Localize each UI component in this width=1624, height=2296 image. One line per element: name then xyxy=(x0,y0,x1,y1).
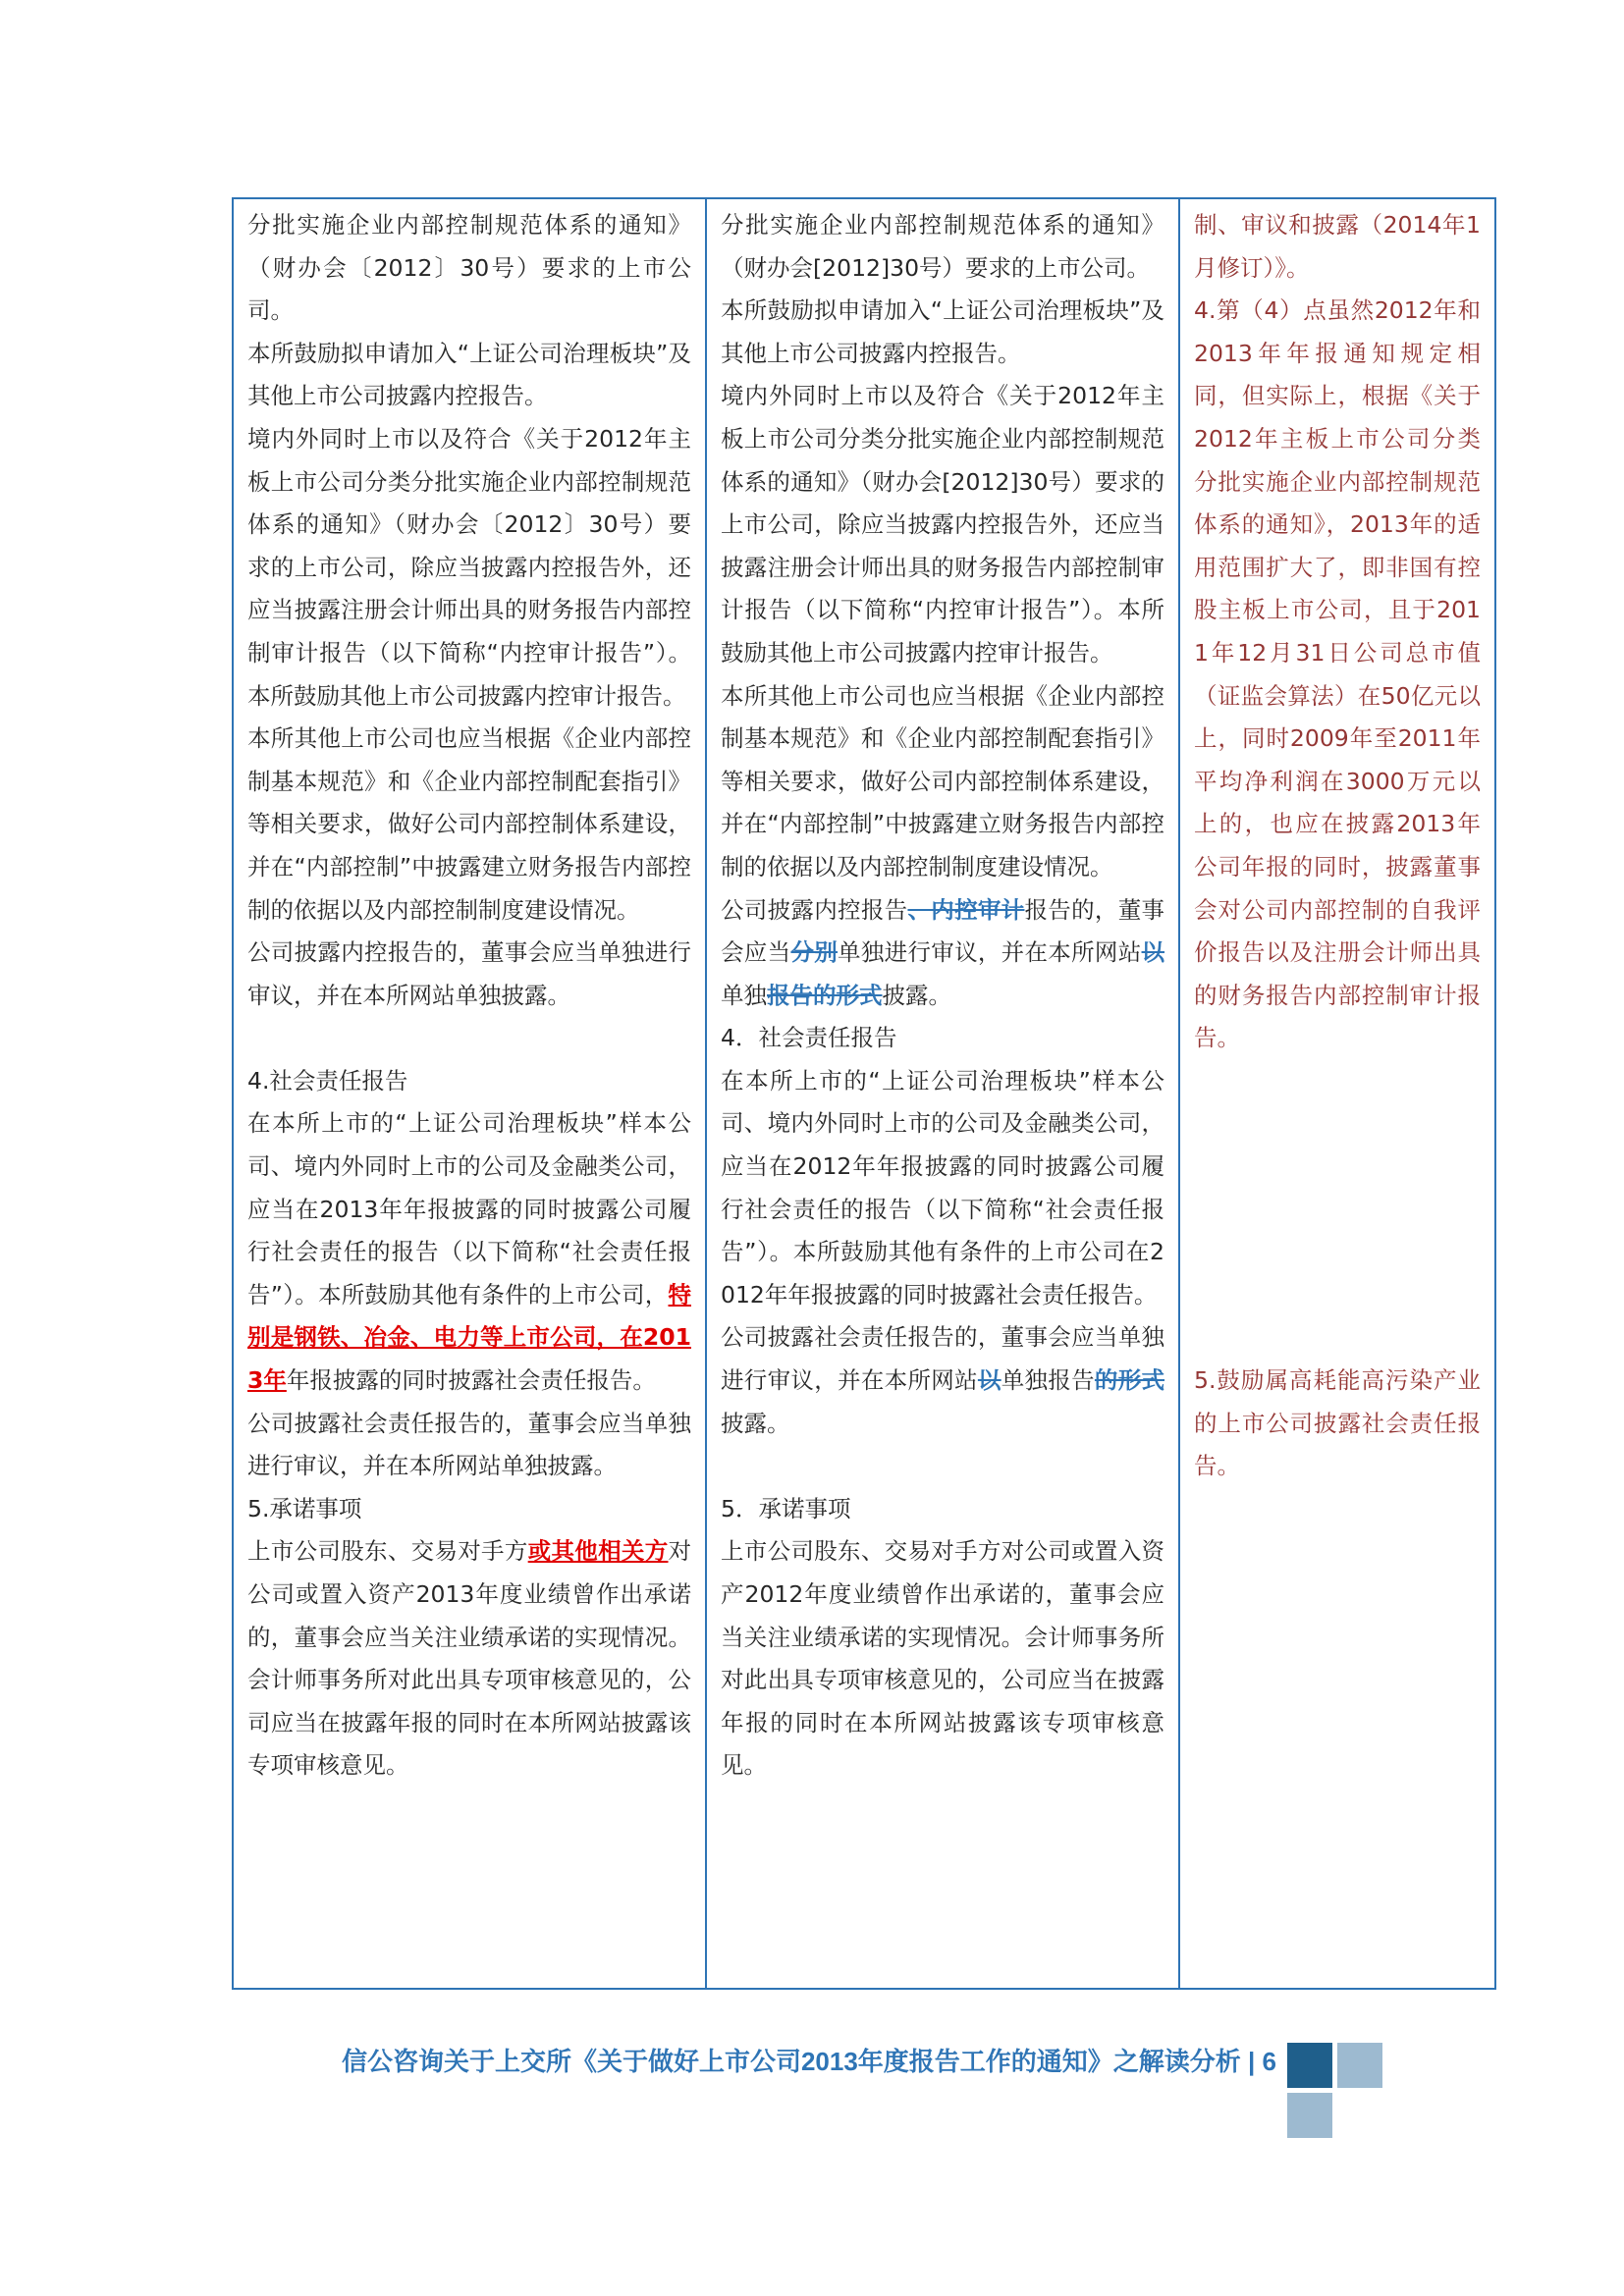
paragraph: 本所其他上市公司也应当根据《企业内部控制基本规范》和《企业内部控制配套指引》等相关要求，做好公司内部控制体系建设，并在“内部控制”中披露建立财务报告内部控制的依据以及内部控制制度建设情况。 xyxy=(721,681,1164,881)
text-run: 公司披露内控报告 xyxy=(721,895,908,924)
spacer xyxy=(1194,1060,1481,1103)
spacer xyxy=(721,1445,1164,1488)
paragraph: 本所鼓励拟申请加入“上证公司治理板块”及其他上市公司披露内控报告。 xyxy=(247,339,691,410)
spacer xyxy=(1194,1189,1481,1232)
deleted-text: 的形式 xyxy=(1094,1366,1165,1395)
section-heading-commitments: 5．承诺事项 xyxy=(721,1494,851,1522)
section-heading-social-responsibility: 4．社会责任报告 xyxy=(721,1024,897,1052)
paragraph xyxy=(247,1102,691,1402)
text-run: 披露。 xyxy=(721,1409,790,1437)
spacer xyxy=(1194,1274,1481,1317)
deleted-text: 、内控审计 xyxy=(907,895,1025,924)
paragraph: 境内外同时上市以及符合《关于2012年主板上市公司分类分批实施企业内部控制规范体系的通知》（财办会[2012]30号）要求的上市公司，除应当披露内控报告外，还应当披露注册会计师出具的财务报告内部控制审计报告（以下简称“内控审计报告”）。本所鼓励其他上市公司披露内控审计报告。 xyxy=(721,382,1164,667)
footer-decoration-square xyxy=(1287,2093,1332,2138)
note: 5.鼓励属高耗能高污染产业的上市公司披露社会责任报告。 xyxy=(1194,1366,1481,1480)
note: 4.第（4）点虽然2012年和2013年年报通知规定相同，但实际上，根据《关于2012年主板上市公司分类分批实施企业内部控制规范体系的通知》，2013年的适用范围扩大了，即非国有控股主板上市公司，且于2011年12月31日公司总市值（证监会算法）在50亿元以上，同时2009年至2011年平均净利润在3000万元以上的，也应在披露2013年公司年报的同时，披露董事会对公司内部控制的自我评价报告以及注册会计师出具的财务报告内部控制审计报告。 xyxy=(1194,296,1481,1052)
paragraph: 分批实施企业内部控制规范体系的通知》（财办会[2012]30号）要求的上市公司。 xyxy=(721,211,1164,282)
spacer xyxy=(1194,1102,1481,1146)
paragraph: 本所鼓励拟申请加入“上证公司治理板块”及其他上市公司披露内控报告。 xyxy=(721,296,1164,367)
paragraph: 境内外同时上市以及符合《关于2012年主板上市公司分类分批实施企业内部控制规范体系的通知》（财办会〔2012〕30号）要求的上市公司，除应当披露内控报告外，还应当披露注册会计师出具的财务报告内部控制审计报告（以下简称“内控审计报告”）。本所鼓励其他上市公司披露内控审计报告。 xyxy=(247,424,691,710)
spacer xyxy=(1194,1231,1481,1274)
paragraph: 分批实施企业内部控制规范体系的通知》（财办会〔2012〕30号）要求的上市公司。 xyxy=(247,211,691,325)
paragraph xyxy=(721,889,1164,1018)
table-row xyxy=(233,198,1495,1989)
page-footer: 信公咨询关于上交所《关于做好上市公司2013年度报告工作的通知》之解读分析 | 6 xyxy=(341,2047,1276,2076)
inserted-text: 特别是钢铁、冶金、电力等上市公司，在2013年 xyxy=(247,1280,691,1395)
paragraph: 公司披露社会责任报告的，董事会应当单独进行审议，并在本所网站单独披露。 xyxy=(247,1409,691,1480)
comparison-table xyxy=(232,197,1496,1990)
text-run: 上市公司股东、交易对手方 xyxy=(247,1537,528,1566)
paragraph: 本所其他上市公司也应当根据《企业内部控制基本规范》和《企业内部控制配套指引》等相关要求，做好公司内部控制体系建设，并在“内部控制”中披露建立财务报告内部控制的依据以及内部控制制度建设情况。 xyxy=(247,724,691,924)
deleted-text: 以 xyxy=(977,1366,1001,1395)
text-run: 报告的，董事会应当 xyxy=(721,895,1165,967)
text-run: 单独 xyxy=(721,981,767,1009)
text-run: 对公司或置入资产2013年度业绩曾作出承诺的，董事会应当关注业绩承诺的实现情况。会计师事务所对此出具专项审核意见的，公司应当在披露年报的同时在本所网站披露该专项审核意见。 xyxy=(247,1537,692,1780)
text-run: 在本所上市的“上证公司治理板块”样本公司、境内外同时上市的公司及金融类公司，应当在2013年年报披露的同时披露公司履行社会责任的报告（以下简称“社会责任报告”）。本所鼓励其他有条件的上市公司， xyxy=(247,1109,691,1308)
column-2013-notice xyxy=(233,198,706,1989)
deleted-text: 报告的形式 xyxy=(767,981,883,1009)
paragraph: 在本所上市的“上证公司治理板块”样本公司、境内外同时上市的公司及金融类公司，应当在2012年年报披露的同时披露公司履行社会责任的报告（以下简称“社会责任报告”）。本所鼓励其他有条件的上市公司在2012年年报披露的同时披露社会责任报告。 xyxy=(721,1066,1164,1308)
column-2012-notice xyxy=(706,198,1179,1989)
paragraph: 公司披露内控报告的，董事会应当单独进行审议，并在本所网站单独披露。 xyxy=(247,938,691,1009)
footer-decoration-square xyxy=(1287,2043,1332,2088)
deleted-text: 以 xyxy=(1141,938,1165,967)
paragraph xyxy=(721,1316,1164,1445)
spacer xyxy=(247,1017,691,1060)
spacer xyxy=(1194,1316,1481,1360)
deleted-text: 分别 xyxy=(790,938,839,967)
text-run: 披露。 xyxy=(882,981,951,1009)
footer-decoration-square xyxy=(1337,2043,1382,2088)
text-run: 单独进行审议，并在本所网站 xyxy=(838,938,1142,967)
text-run: 单独报告 xyxy=(1001,1366,1095,1395)
inserted-text: 或其他相关方 xyxy=(527,1537,669,1566)
text-run: 年报披露的同时披露社会责任报告。 xyxy=(286,1366,656,1395)
section-heading-commitments: 5.承诺事项 xyxy=(247,1494,362,1522)
column-analysis-notes xyxy=(1179,198,1495,1989)
note: 制、审议和披露（2014年1月修订）》。 xyxy=(1194,211,1481,282)
paragraph: 上市公司股东、交易对手方对公司或置入资产2012年度业绩曾作出承诺的，董事会应当关注业绩承诺的实现情况。会计师事务所对此出具专项审核意见的，公司应当在披露年报的同时在本所网站披露该专项审核意见。 xyxy=(721,1537,1164,1780)
spacer xyxy=(1194,1146,1481,1189)
paragraph xyxy=(247,1530,691,1788)
text-run: 公司披露社会责任报告的，董事会应当单独进行审议，并在本所网站 xyxy=(721,1323,1164,1395)
section-heading-social-responsibility: 4.社会责任报告 xyxy=(247,1066,408,1095)
